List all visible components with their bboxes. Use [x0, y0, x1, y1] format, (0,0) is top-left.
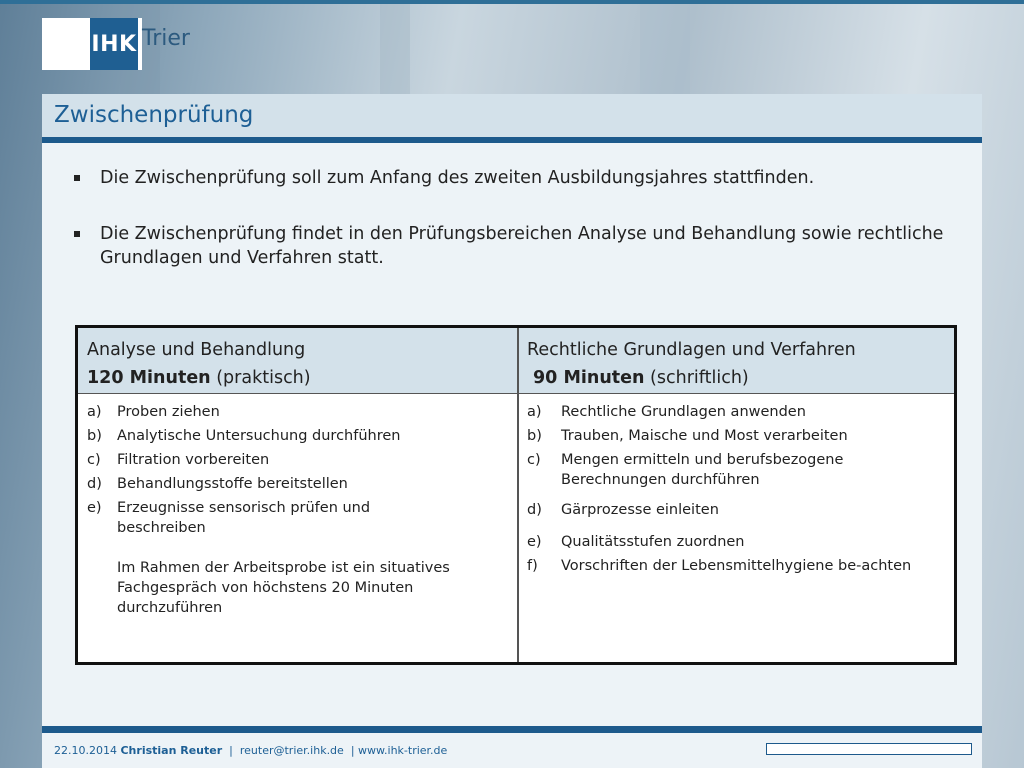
slide-content [42, 94, 982, 768]
list-item [527, 402, 937, 422]
list-text: Trauben, Maische und Most verarbeiten [561, 428, 848, 444]
list-letter: c) [87, 452, 101, 468]
footer-author: Christian Reuter [120, 744, 223, 757]
list-letter: b) [87, 428, 102, 444]
column-separator [517, 328, 519, 662]
logo-ihk: IHK [90, 18, 138, 70]
list-item [527, 556, 917, 576]
header-cell-left [87, 336, 311, 392]
list-item [87, 498, 437, 538]
footer [54, 744, 447, 757]
header-duration: 120 Minuten [87, 368, 211, 388]
list-text: Behandlungsstoffe bereitstellen [117, 476, 348, 492]
bullet-item [68, 166, 948, 190]
list-text: Mengen ermitteln und berufsbezogene Berechnungen durchführen [561, 452, 844, 488]
list-item [87, 402, 507, 422]
bullet-text: Die Zwischenprüfung soll zum Anfang des zweiten Ausbildungsjahres stattfinden. [100, 168, 815, 188]
list-text: Rechtliche Grundlagen anwenden [561, 404, 806, 420]
footer-rule [42, 726, 982, 733]
footer-date: 22.10.2014 [54, 744, 117, 757]
bullet-square-icon [74, 175, 80, 181]
list-text: Vorschriften der Lebensmittelhygiene be-achten [561, 558, 912, 574]
header-mode: (praktisch) [216, 368, 311, 388]
logo-city: Trier [142, 26, 190, 51]
list-letter: a) [527, 404, 542, 420]
bullet-square-icon [74, 231, 80, 237]
list-item [87, 426, 507, 446]
bullet-list [68, 166, 948, 302]
footer-website[interactable]: www.ihk-trier.de [358, 744, 448, 757]
bullet-text: Die Zwischenprüfung findet in den Prüfungsbereichen Analyse und Behandlung sowie rechtliche Grundlagen und Verfahren statt. [100, 224, 944, 268]
header-duration-line [87, 364, 311, 392]
title-rule [42, 137, 982, 143]
list-letter: f) [527, 558, 538, 574]
header-cell-right [527, 336, 856, 392]
list-letter: a) [87, 404, 102, 420]
top-accent-line [0, 0, 1024, 4]
list-text: Analytische Untersuchung durchführen [117, 428, 401, 444]
list-item [527, 532, 937, 552]
slide-title: Zwischenprüfung [54, 102, 254, 128]
title-bar [42, 94, 982, 137]
bullet-item [68, 222, 948, 270]
list-letter: d) [87, 476, 102, 492]
footer-email[interactable]: reuter@trier.ihk.de [239, 744, 344, 757]
header-heading: Analyse und Behandlung [87, 340, 306, 360]
list-letter: b) [527, 428, 542, 444]
list-text: Erzeugnisse sensorisch prüfen und beschreiben [117, 500, 371, 536]
header-heading: Rechtliche Grundlagen und Verfahren [527, 340, 856, 360]
footer-placeholder-box [766, 743, 972, 755]
header-mode: (schriftlich) [650, 368, 749, 388]
header-duration: 90 Minuten [533, 368, 645, 388]
list-letter: e) [87, 500, 102, 516]
list-letter: e) [527, 534, 542, 550]
list-item [527, 426, 937, 446]
list-letter: c) [527, 452, 541, 468]
task-list-left [87, 402, 507, 618]
footer-separator: | [350, 744, 355, 757]
list-text: Filtration vorbereiten [117, 452, 270, 468]
task-list-right [527, 402, 937, 580]
list-text: Gärprozesse einleiten [561, 502, 719, 518]
exam-table [75, 325, 957, 665]
table-note: Im Rahmen der Arbeitsprobe ist ein situatives Fachgespräch von höchstens 20 Minuten durchzuführen [117, 560, 450, 616]
list-item [87, 474, 507, 494]
footer-separator: | [229, 744, 233, 757]
list-item [87, 450, 507, 470]
list-item [527, 450, 907, 490]
list-item [527, 500, 937, 520]
list-letter: d) [527, 502, 542, 518]
list-text: Qualitätsstufen zuordnen [561, 534, 745, 550]
header-duration-line [527, 364, 856, 392]
list-text: Proben ziehen [117, 404, 220, 420]
